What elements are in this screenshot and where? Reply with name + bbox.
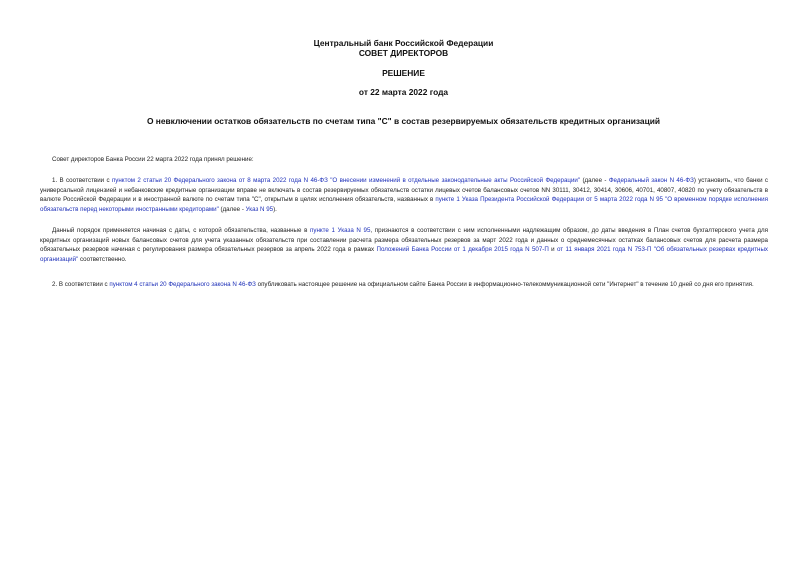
link-fz-46-art20-p4[interactable]: пунктом 4 статьи 20 Федерального закона N 46-ФЗ <box>109 281 256 288</box>
link-decree-95-p1-b[interactable]: пункте 1 Указа N 95 <box>310 227 371 234</box>
link-regulation-753p[interactable]: от 11 января 2021 года N 753-П "Об обязательных резервах кредитных организаций" <box>40 246 768 263</box>
p1-text-2: (далее - <box>580 177 609 184</box>
link-decree-95[interactable]: Указ N 95 <box>245 205 274 213</box>
p2-text-2: , признаются в соответствии с ним исполненными надлежащим образом, до даты введения в План счетов бухгалтерского учета для кредитных организаций новых балансовых счетов для учета указанных обязательств при составлении расчета размера обязательных резервов за март 2022 года и данных о среднемесячных остатках балансовых счетов для расчета размера обязательных резервов начиная с регулирования размера обязательных резервов за апрель 2022 года в рамках <box>40 227 768 254</box>
p2-text-3: и <box>548 246 557 254</box>
p3-text-2: опубликовать настоящее решение на официальном сайте Банка России в информационно-телекоммуникационной сети "Интернет" в течение 10 дней со дня его принятия. <box>255 281 754 288</box>
paragraph-1 <box>40 176 768 214</box>
link-fz-46[interactable]: Федеральный закон N 46-ФЗ <box>608 177 694 184</box>
link-fz-46-art20-p2[interactable]: пунктом 2 статьи 20 Федерального закона от 8 марта 2022 года N 46-ФЗ "О внесении изменений в отдельные законодательные акты Российской Федерации" <box>111 177 581 184</box>
p1-text-4: (далее - <box>218 205 246 213</box>
board-name: СОВЕТ ДИРЕКТОРОВ <box>358 48 449 58</box>
p2-text-4: соответственно. <box>78 255 127 263</box>
p1-text-5: ). <box>273 205 277 213</box>
doc-date: от 22 марта 2022 года <box>358 87 449 97</box>
doc-title: О невключении остатков обязательств по счетам типа "С" в состав резервируемых обязательств кредитных организаций <box>146 116 661 126</box>
intro-paragraph: Совет директоров Банка России 22 марта 2022 года принял решение: <box>52 156 254 163</box>
link-regulation-507p[interactable]: Положений Банка России от 1 декабря 2015 года N 507-П <box>376 246 549 254</box>
doc-type: РЕШЕНИЕ <box>382 68 425 78</box>
p3-text-1: 2. В соответствии с <box>52 281 110 288</box>
link-decree-95-p1[interactable]: пункте 1 Указа Президента Российской Федерации от 5 марта 2022 года N 95 "О временном порядке исполнения обязательств перед некоторыми иностранными кредиторами" <box>40 196 768 213</box>
p1-text-1: 1. В соответствии с <box>52 177 112 184</box>
paragraph-3 <box>40 280 768 290</box>
org-name: Центральный банк Российской Федерации <box>313 38 494 48</box>
paragraph-2 <box>40 226 768 264</box>
p2-text-1: Данный порядок применяется начиная с даты, с которой обязательства, названные в <box>52 227 311 234</box>
p1-text-3: ) установить, что банки с универсальной лицензией и небанковские кредитные организации вправе не включать в состав резервируемых обязательств остатки лицевых счетов балансовых счетов NN 30111, 30412, 30414, 30606, 40701, 40807, 40820 по учету обязательств в валюте Российской Федерации и в иностранной валюте по счетам типа "С", открытым в целях исполнения обязательств, названных в <box>40 177 768 204</box>
